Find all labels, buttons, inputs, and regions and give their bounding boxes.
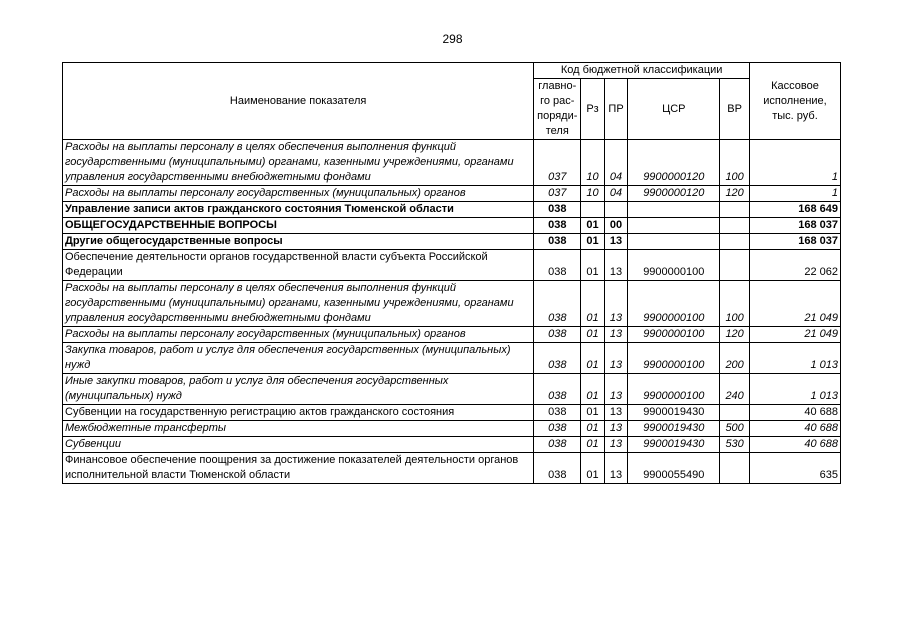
cell-vr — [720, 218, 750, 234]
cell-name: Закупка товаров, работ и услуг для обеспечения государственных (муниципальных) нужд — [63, 343, 534, 374]
cell-cash-execution: 21 049 — [749, 281, 840, 327]
cell-csr — [628, 234, 720, 250]
cell-name: Другие общегосударственные вопросы — [63, 234, 534, 250]
header-rz: Рз — [581, 79, 605, 140]
cell-vr: 500 — [720, 421, 750, 437]
table-row — [63, 186, 841, 202]
cell-main-administrator: 038 — [534, 281, 581, 327]
cell-main-administrator: 038 — [534, 437, 581, 453]
cell-cash-execution: 1 — [749, 186, 840, 202]
cell-main-administrator: 038 — [534, 405, 581, 421]
cell-rz: 01 — [581, 250, 605, 281]
header-budget-classification: Код бюджетной классификации — [534, 63, 750, 79]
cell-main-administrator: 038 — [534, 374, 581, 405]
cell-name: Субвенции — [63, 437, 534, 453]
cell-vr: 120 — [720, 327, 750, 343]
header-cash-execution: Кассовое исполнение, тыс. руб. — [749, 63, 840, 140]
cell-pr: 13 — [604, 281, 628, 327]
cell-csr: 9900019430 — [628, 421, 720, 437]
cell-pr: 13 — [604, 234, 628, 250]
table-row — [63, 202, 841, 218]
table-row — [63, 421, 841, 437]
cell-vr: 120 — [720, 186, 750, 202]
cell-cash-execution: 1 013 — [749, 343, 840, 374]
table-row — [63, 140, 841, 186]
cell-vr: 200 — [720, 343, 750, 374]
table-row — [63, 250, 841, 281]
table-row — [63, 405, 841, 421]
cell-main-administrator: 038 — [534, 250, 581, 281]
budget-table — [62, 62, 841, 484]
cell-cash-execution: 1 013 — [749, 374, 840, 405]
cell-cash-execution: 40 688 — [749, 405, 840, 421]
cell-vr — [720, 202, 750, 218]
cell-csr: 9900000100 — [628, 250, 720, 281]
cell-main-administrator: 037 — [534, 140, 581, 186]
cell-pr: 00 — [604, 218, 628, 234]
cell-cash-execution: 40 688 — [749, 421, 840, 437]
cell-vr: 240 — [720, 374, 750, 405]
cell-name: Иные закупки товаров, работ и услуг для обеспечения государственных (муниципальных) нужд — [63, 374, 534, 405]
table-row — [63, 327, 841, 343]
cell-rz — [581, 202, 605, 218]
header-csr: ЦСР — [628, 79, 720, 140]
cell-name: Расходы на выплаты персоналу в целях обеспечения выполнения функций государственными (муниципальными) органами, казенными учреждениями, органами управления государственными внебюджетными фондами — [63, 281, 534, 327]
cell-name: ОБЩЕГОСУДАРСТВЕННЫЕ ВОПРОСЫ — [63, 218, 534, 234]
cell-rz: 01 — [581, 327, 605, 343]
cell-main-administrator: 038 — [534, 218, 581, 234]
cell-pr: 13 — [604, 421, 628, 437]
cell-main-administrator: 038 — [534, 234, 581, 250]
cell-cash-execution: 168 649 — [749, 202, 840, 218]
header-main-administrator: главно-го рас-поряди-теля — [534, 79, 581, 140]
cell-main-administrator: 038 — [534, 453, 581, 484]
cell-main-administrator: 037 — [534, 186, 581, 202]
cell-name: Финансовое обеспечение поощрения за достижение показателей деятельности органов исполнительной власти Тюменской области — [63, 453, 534, 484]
table-row — [63, 343, 841, 374]
table-row — [63, 234, 841, 250]
page-number: 298 — [442, 32, 463, 46]
cell-csr: 9900000120 — [628, 140, 720, 186]
cell-name: Управление записи актов гражданского состояния Тюменской области — [63, 202, 534, 218]
cell-rz: 01 — [581, 343, 605, 374]
cell-pr — [604, 202, 628, 218]
cell-rz: 01 — [581, 234, 605, 250]
cell-csr: 9900055490 — [628, 453, 720, 484]
cell-rz: 01 — [581, 453, 605, 484]
cell-vr: 100 — [720, 140, 750, 186]
cell-name: Обеспечение деятельности органов государственной власти субъекта Российской Федерации — [63, 250, 534, 281]
cell-rz: 01 — [581, 218, 605, 234]
cell-cash-execution: 21 049 — [749, 327, 840, 343]
cell-name: Субвенции на государственную регистрацию актов гражданского состояния — [63, 405, 534, 421]
cell-main-administrator: 038 — [534, 327, 581, 343]
cell-csr: 9900000120 — [628, 186, 720, 202]
cell-rz: 10 — [581, 186, 605, 202]
table-row — [63, 453, 841, 484]
cell-pr: 13 — [604, 327, 628, 343]
cell-main-administrator: 038 — [534, 421, 581, 437]
cell-csr: 9900019430 — [628, 437, 720, 453]
cell-rz: 01 — [581, 421, 605, 437]
cell-rz: 01 — [581, 374, 605, 405]
cell-vr: 100 — [720, 281, 750, 327]
cell-vr — [720, 405, 750, 421]
cell-name: Расходы на выплаты персоналу государственных (муниципальных) органов — [63, 186, 534, 202]
cell-csr: 9900000100 — [628, 374, 720, 405]
cell-vr: 530 — [720, 437, 750, 453]
cell-csr: 9900019430 — [628, 405, 720, 421]
cell-pr: 13 — [604, 453, 628, 484]
cell-rz: 10 — [581, 140, 605, 186]
cell-rz: 01 — [581, 437, 605, 453]
cell-cash-execution: 635 — [749, 453, 840, 484]
header-vr: ВР — [720, 79, 750, 140]
table-row — [63, 281, 841, 327]
cell-pr: 13 — [604, 405, 628, 421]
cell-main-administrator: 038 — [534, 202, 581, 218]
cell-vr — [720, 250, 750, 281]
cell-pr: 13 — [604, 250, 628, 281]
table-row — [63, 218, 841, 234]
cell-csr — [628, 218, 720, 234]
cell-name: Расходы на выплаты персоналу в целях обеспечения выполнения функций государственными (муниципальными) органами, казенными учреждениями, органами управления государственными внебюджетными фондами — [63, 140, 534, 186]
cell-name: Межбюджетные трансферты — [63, 421, 534, 437]
cell-vr — [720, 234, 750, 250]
cell-csr — [628, 202, 720, 218]
table-row — [63, 437, 841, 453]
cell-vr — [720, 453, 750, 484]
cell-rz: 01 — [581, 281, 605, 327]
cell-main-administrator: 038 — [534, 343, 581, 374]
table-row — [63, 374, 841, 405]
cell-cash-execution: 40 688 — [749, 437, 840, 453]
cell-pr: 04 — [604, 186, 628, 202]
cell-pr: 13 — [604, 374, 628, 405]
cell-cash-execution: 168 037 — [749, 218, 840, 234]
cell-cash-execution: 22 062 — [749, 250, 840, 281]
cell-rz: 01 — [581, 405, 605, 421]
cell-cash-execution: 168 037 — [749, 234, 840, 250]
header-name: Наименование показателя — [63, 63, 534, 140]
cell-csr: 9900000100 — [628, 281, 720, 327]
cell-name: Расходы на выплаты персоналу государственных (муниципальных) органов — [63, 327, 534, 343]
cell-csr: 9900000100 — [628, 327, 720, 343]
cell-pr: 13 — [604, 437, 628, 453]
cell-cash-execution: 1 — [749, 140, 840, 186]
cell-pr: 04 — [604, 140, 628, 186]
cell-csr: 9900000100 — [628, 343, 720, 374]
header-pr: ПР — [604, 79, 628, 140]
cell-pr: 13 — [604, 343, 628, 374]
